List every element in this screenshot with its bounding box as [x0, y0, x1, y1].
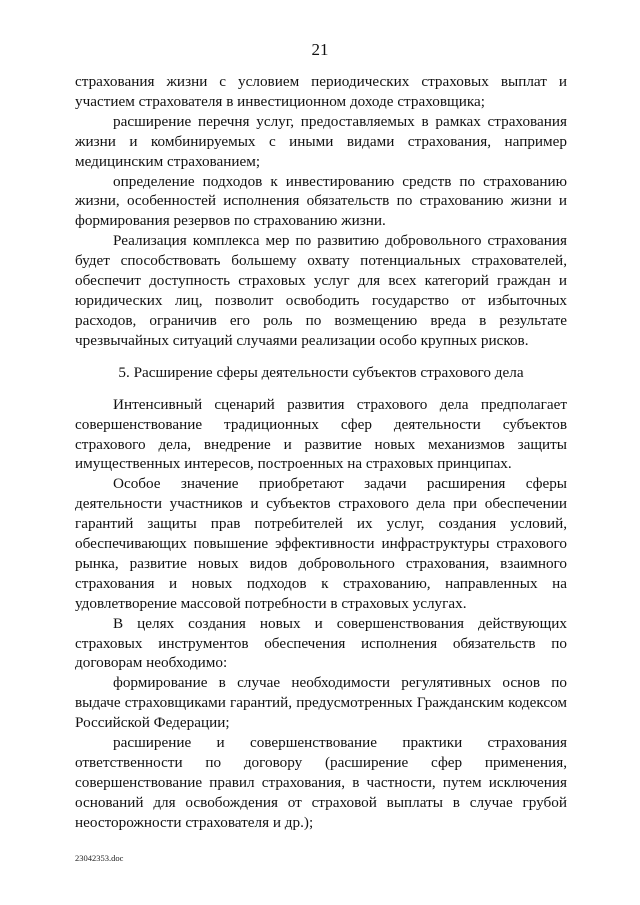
paragraph: Интенсивный сценарий развития страхового дела предполагает совершенствование традиционных сфер деятельности субъектов страхового дела, внедрение и развитие новых механизмов защиты имущественных интересов, построенных на страховых принципах.: [75, 395, 567, 473]
paragraph: Реализация комплекса мер по развитию добровольного страхования будет способствовать большему охвату потенциальных страхователей, обеспечит доступность страховых услуг для всех категорий граждан и юридических лиц, позволит освободить государство от избыточных расходов, ограничив его роль по возмещению вреда в результате чрезвычайных ситуаций случаями реализации особо крупных рисков.: [75, 232, 567, 349]
section-heading: 5. Расширение сферы деятельности субъектов страхового дела: [118, 363, 524, 381]
paragraph: страхования жизни с условием периодических страховых выплат и участием страхователя в инвестиционном доходе страховщика;: [75, 73, 567, 110]
document-body: [75, 72, 567, 833]
paragraph: В целях создания новых и совершенствования действующих страховых инструментов обеспечения исполнения обязательств по договорам необходимо:: [75, 614, 567, 672]
footer-filename: 23042353.doc: [75, 853, 124, 863]
paragraph: определение подходов к инвестированию средств по страхованию жизни, особенностей исполнения обязательств по страхованию жизни и формирования резервов по страхованию жизни.: [75, 172, 567, 230]
page-number: 21: [311, 40, 329, 59]
paragraph: формирование в случае необходимости регулятивных основ по выдаче страховщиками гарантий, предусмотренных Гражданским кодексом Российской Федерации;: [75, 674, 567, 732]
paragraph: Особое значение приобретают задачи расширения сферы деятельности участников и субъектов страхового дела при обеспечении гарантий защиты прав потребителей их услуг, создания условий, обеспечивающих повышение эффективности инфраструктуры страхового рынка, развитие новых видов добровольного страхования, взаимного страхования и новых подходов к страхованию, направленных на удовлетворение массовой потребности в страховых услугах.: [75, 475, 567, 612]
paragraph: расширение и совершенствование практики страхования ответственности по договору (расширение сфер применения, совершенствование правил страхования, в частности, путем исключения оснований для освобождения от страховой выплаты в случае грубой неосторожности страхователя и др.);: [75, 734, 567, 831]
paragraph: расширение перечня услуг, предоставляемых в рамках страхования жизни и комбинируемых с иными видами страхования, например медицинским страхованием;: [75, 112, 567, 170]
